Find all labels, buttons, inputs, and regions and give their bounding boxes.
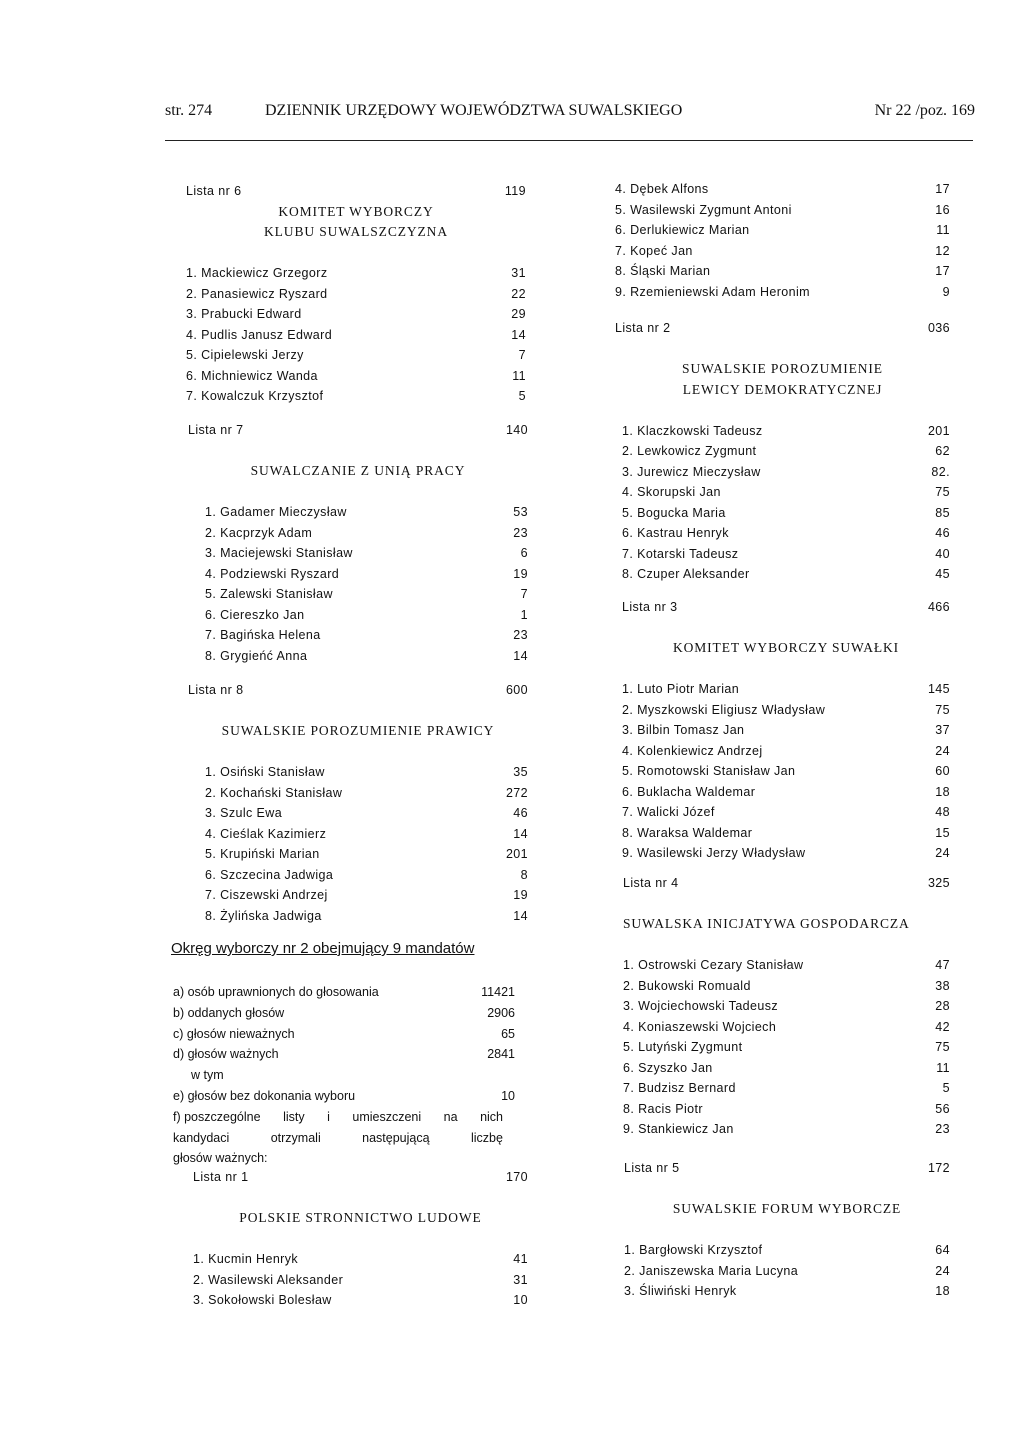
candidate-row	[623, 1099, 950, 1120]
stat-row	[173, 982, 543, 1003]
candidate-row	[622, 782, 950, 803]
candidate-row	[623, 955, 950, 976]
candidate-votes: 7	[518, 348, 526, 362]
text-word: nich	[480, 1109, 503, 1124]
candidate-name: 2. Wasilewski Aleksander	[193, 1272, 344, 1287]
candidate-name: 9. Stankiewicz Jan	[623, 1122, 734, 1136]
stat-value: 10	[501, 1088, 515, 1103]
candidate-row	[186, 345, 526, 366]
candidate-name: 1. Mackiewicz Grzegorz	[186, 266, 328, 280]
committee-name: SUWALCZANIE Z UNIĄ PRACY	[250, 463, 466, 478]
candidate-row	[188, 906, 528, 927]
list-total: 172	[927, 1161, 950, 1175]
candidate-votes: 24	[935, 846, 950, 860]
candidate-votes: 19	[513, 888, 528, 902]
district-stats	[173, 982, 543, 1169]
list-2	[615, 318, 950, 585]
list-total: 466	[927, 600, 950, 614]
candidate-row	[186, 284, 526, 305]
candidate-votes: 48	[935, 805, 950, 819]
candidate-name: 3. Prabucki Edward	[186, 307, 302, 321]
candidate-name: 6. Buklacha Waldemar	[622, 784, 756, 799]
candidate-name: 3. Szulc Ewa	[205, 806, 283, 820]
candidate-row	[186, 325, 526, 346]
candidate-row	[188, 762, 528, 783]
candidate-row	[623, 1058, 950, 1079]
stat-text-line	[173, 1107, 503, 1128]
list-label: Lista nr 8	[188, 683, 244, 697]
stat-row	[173, 1024, 543, 1045]
stat-label: głosów ważnych:	[173, 1151, 268, 1166]
candidate-name: 8. Żylińska Jadwiga	[205, 908, 322, 923]
committee-name: SUWALSKA INICJATYWA GOSPODARCZA	[623, 916, 910, 931]
candidate-votes: 23	[935, 1122, 950, 1136]
text-word: f) poszczególne	[173, 1109, 261, 1124]
candidate-row	[615, 179, 950, 200]
candidate-votes: 17	[935, 182, 950, 196]
candidate-votes: 24	[935, 743, 950, 758]
candidate-votes: 75	[935, 1040, 950, 1054]
candidate-votes: 42	[935, 1019, 950, 1034]
candidate-name: 9. Rzemieniewski Adam Heronim	[615, 284, 810, 299]
candidate-name: 2. Janiszewska Maria Lucyna	[624, 1263, 799, 1278]
candidate-votes: 53	[513, 505, 528, 519]
stat-label: a) osób uprawnionych do głosowania	[173, 985, 379, 999]
candidate-votes: 201	[505, 847, 528, 861]
candidate-row	[193, 1270, 528, 1291]
candidate-name: 1. Osiński Stanisław	[205, 765, 325, 779]
candidate-name: 2. Kacprzyk Adam	[205, 525, 313, 540]
stat-row	[173, 1065, 543, 1086]
candidate-row	[615, 523, 950, 544]
candidate-row	[622, 700, 950, 721]
stat-label: w tym	[191, 1068, 224, 1083]
candidate-votes: 18	[935, 784, 950, 799]
list-total: 036	[927, 321, 950, 335]
candidate-votes: 15	[935, 825, 950, 840]
candidate-row	[623, 1037, 950, 1058]
candidate-name: 8. Grygieńć Anna	[205, 648, 308, 663]
candidate-name: 5. Bogucka Maria	[622, 505, 726, 520]
list-header	[188, 680, 528, 701]
committee-name: SUWALSKIE POROZUMIENIE	[682, 361, 883, 376]
candidate-row	[622, 720, 950, 741]
candidate-name: 3. Sokołowski Bolesław	[193, 1293, 332, 1307]
district-section	[171, 940, 531, 975]
candidate-votes: 75	[935, 485, 950, 499]
stat-row	[173, 1003, 543, 1024]
list-6	[186, 181, 526, 407]
list-header	[624, 1158, 950, 1179]
stat-label: b) oddanych głosów	[173, 1005, 285, 1020]
candidate-votes: 41	[513, 1252, 528, 1266]
list-4	[623, 873, 950, 1140]
candidate-name: 1. Gadamer Mieczysław	[205, 505, 347, 519]
candidate-row	[188, 824, 528, 845]
candidate-row	[615, 482, 950, 503]
list-total: 170	[505, 1170, 528, 1184]
candidate-name: 6. Ciereszko Jan	[205, 607, 305, 622]
stat-label: e) głosów bez dokonania wyboru	[173, 1088, 356, 1103]
list-header	[193, 1167, 528, 1188]
committee-name: SUWALSKIE FORUM WYBORCZE	[672, 1201, 902, 1216]
candidate-votes: 7	[520, 587, 528, 601]
candidate-row	[622, 843, 950, 864]
candidate-name: 4. Cieślak Kazimierz	[205, 826, 327, 841]
candidate-name: 4. Pudlis Janusz Edward	[186, 327, 333, 342]
candidate-row	[622, 802, 950, 823]
candidate-name: 8. Czuper Aleksander	[622, 567, 750, 581]
candidate-votes: 38	[935, 978, 950, 993]
candidate-votes: 11	[936, 1060, 950, 1075]
list-3	[622, 597, 950, 864]
list-total: 119	[504, 184, 526, 198]
candidate-name: 5. Krupiński Marian	[205, 847, 320, 861]
candidate-name: 9. Wasilewski Jerzy Władysław	[622, 846, 806, 860]
issue-number: Nr 22 /poz. 169	[874, 102, 975, 119]
candidate-row	[615, 441, 950, 462]
candidate-name: 1. Bargłowski Krzysztof	[624, 1243, 763, 1257]
candidate-row	[615, 564, 950, 585]
candidate-name: 3. Bilbin Tomasz Jan	[622, 723, 745, 737]
list-header	[622, 597, 950, 618]
list-total: 140	[505, 423, 528, 437]
candidate-row	[624, 1261, 950, 1282]
text-word: otrzymali	[270, 1130, 321, 1145]
stat-text-line	[173, 1128, 503, 1149]
candidate-row	[615, 241, 950, 262]
candidate-row	[193, 1249, 528, 1270]
page-header	[165, 102, 975, 128]
stat-value: 2906	[487, 1005, 515, 1020]
candidate-votes: 14	[511, 327, 526, 342]
candidate-name: 4. Skorupski Jan	[622, 485, 721, 499]
list-label: Lista nr 6	[186, 184, 242, 198]
candidate-name: 6. Kastrau Henryk	[622, 526, 729, 540]
list-5	[624, 1158, 950, 1302]
list-1-continued	[615, 179, 950, 302]
list-header	[188, 420, 528, 441]
candidate-row	[622, 679, 950, 700]
text-word: listy	[283, 1109, 305, 1124]
candidate-name: 1. Kucmin Henryk	[193, 1252, 299, 1266]
candidate-votes: 22	[511, 286, 526, 301]
candidate-row	[615, 421, 950, 442]
candidate-votes: 64	[935, 1243, 950, 1257]
candidate-name: 7. Ciszewski Andrzej	[205, 888, 328, 902]
list-7	[188, 420, 528, 666]
candidate-votes: 46	[935, 526, 950, 540]
candidate-votes: 272	[505, 785, 528, 800]
committee-name: SUWALSKIE POROZUMIENIE PRAWICY	[221, 723, 495, 738]
candidate-name: 5. Wasilewski Zygmunt Antoni	[615, 202, 792, 217]
stat-row	[173, 1086, 543, 1107]
candidate-votes: 18	[935, 1284, 950, 1298]
candidate-row	[193, 1290, 528, 1311]
candidate-votes: 23	[513, 628, 528, 642]
candidate-name: 6. Michniewicz Wanda	[186, 368, 318, 383]
candidate-name: 1. Ostrowski Cezary Stanisław	[623, 958, 804, 972]
page-number: str. 274	[165, 102, 213, 119]
candidate-row	[622, 823, 950, 844]
candidate-row	[188, 844, 528, 865]
text-word: umieszczeni	[352, 1109, 422, 1124]
candidate-name: 4. Kolenkiewicz Andrzej	[622, 743, 763, 758]
candidate-row	[188, 885, 528, 906]
committee-name: KOMITET WYBORCZY SUWAŁKI	[672, 640, 900, 655]
candidate-votes: 23	[513, 525, 528, 540]
candidate-name: 2. Myszkowski Eligiusz Władysław	[622, 702, 826, 717]
list-header	[623, 873, 950, 894]
candidate-votes: 82.	[931, 464, 950, 479]
candidate-row	[188, 564, 528, 585]
candidate-name: 5. Zalewski Stanisław	[205, 587, 333, 601]
candidate-row	[624, 1240, 950, 1261]
candidate-votes: 31	[513, 1272, 528, 1287]
candidate-votes: 14	[513, 908, 528, 923]
candidate-votes: 12	[935, 243, 950, 258]
candidate-name: 5. Cipielewski Jerzy	[186, 348, 304, 362]
candidate-row	[623, 1119, 950, 1140]
candidate-row	[188, 783, 528, 804]
candidate-name: 5. Lutyński Zygmunt	[623, 1040, 743, 1054]
candidate-votes: 14	[513, 648, 528, 663]
candidate-row	[615, 220, 950, 241]
candidate-votes: 8	[520, 867, 528, 882]
list-header	[186, 181, 526, 202]
candidate-row	[188, 803, 528, 824]
candidate-votes: 47	[935, 958, 950, 972]
candidate-row	[188, 502, 528, 523]
candidate-votes: 5	[518, 389, 526, 403]
candidate-row	[188, 605, 528, 626]
candidate-row	[615, 503, 950, 524]
text-word: liczbę	[471, 1130, 503, 1145]
candidate-name: 8. Waraksa Waldemar	[622, 825, 753, 840]
candidate-votes: 6	[520, 546, 528, 560]
candidate-name: 4. Dębek Alfons	[615, 182, 709, 196]
candidate-votes: 145	[927, 682, 950, 696]
candidate-votes: 85	[935, 505, 950, 520]
stat-label: c) głosów nieważnych	[173, 1026, 295, 1041]
candidate-votes: 75	[935, 702, 950, 717]
candidate-name: 4. Koniaszewski Wojciech	[623, 1019, 777, 1034]
candidate-votes: 10	[513, 1293, 528, 1307]
candidate-row	[623, 1078, 950, 1099]
candidate-votes: 35	[513, 765, 528, 779]
candidate-votes: 19	[513, 566, 528, 581]
candidate-row	[623, 996, 950, 1017]
candidate-votes: 56	[935, 1101, 950, 1116]
list-8	[188, 680, 528, 926]
candidate-row	[188, 865, 528, 886]
candidate-name: 3. Maciejewski Stanisław	[205, 546, 353, 560]
candidate-row	[188, 543, 528, 564]
candidate-name: 7. Kotarski Tadeusz	[622, 546, 739, 561]
candidate-votes: 60	[935, 764, 950, 778]
candidate-name: 8. Śląski Marian	[615, 264, 711, 278]
candidate-name: 2. Panasiewicz Ryszard	[186, 286, 328, 301]
candidate-row	[188, 584, 528, 605]
list-total: 325	[927, 876, 950, 890]
candidate-row	[622, 761, 950, 782]
stat-value: 2841	[487, 1047, 515, 1062]
candidate-name: 7. Kopeć Jan	[615, 243, 693, 258]
candidate-name: 2. Lewkowicz Zygmunt	[622, 444, 757, 458]
candidate-row	[615, 282, 950, 303]
candidate-votes: 28	[935, 999, 950, 1013]
stat-row	[173, 1044, 543, 1065]
candidate-votes: 9	[942, 284, 950, 299]
candidate-name: 3. Jurewicz Mieczysław	[622, 464, 761, 479]
text-word: na	[443, 1109, 458, 1124]
candidate-name: 7. Bagińska Helena	[205, 628, 321, 642]
committee-name: LEWICY DEMOKRATYCZNEJ	[682, 381, 883, 397]
candidate-row	[623, 976, 950, 997]
candidate-votes: 11	[512, 368, 526, 383]
stat-value: 11421	[481, 985, 515, 999]
candidate-row	[615, 544, 950, 565]
candidate-row	[624, 1281, 950, 1302]
header-rule	[165, 140, 973, 141]
candidate-name: 6. Szyszko Jan	[623, 1060, 713, 1075]
candidate-votes: 46	[513, 806, 528, 820]
list-1	[193, 1167, 528, 1311]
list-header	[615, 318, 950, 339]
candidate-name: 3. Wojciechowski Tadeusz	[623, 999, 779, 1013]
candidate-row	[186, 304, 526, 325]
text-word: kandydaci	[173, 1130, 230, 1145]
candidate-votes: 16	[935, 202, 950, 217]
candidate-votes: 31	[511, 266, 526, 280]
candidate-votes: 24	[935, 1263, 950, 1278]
list-label: Lista nr 7	[188, 423, 244, 437]
stat-value: 65	[501, 1026, 515, 1041]
district-heading: Okręg wyborczy nr 2 obejmujący 9 mandatów	[171, 940, 475, 957]
candidate-row	[623, 1017, 950, 1038]
candidate-row	[186, 386, 526, 407]
candidate-votes: 37	[935, 723, 950, 737]
candidate-row	[615, 462, 950, 483]
candidate-name: 7. Kowalczuk Krzysztof	[186, 389, 324, 403]
candidate-votes: 5	[942, 1081, 950, 1095]
journal-title: DZIENNIK URZĘDOWY WOJEWÓDZTWA SUWALSKIEGO	[265, 102, 683, 119]
candidate-row	[186, 263, 526, 284]
candidate-name: 4. Podziewski Ryszard	[205, 566, 340, 581]
candidate-name: 8. Racis Piotr	[623, 1101, 703, 1116]
list-label: Lista nr 3	[622, 600, 678, 614]
candidate-name: 6. Derlukiewicz Marian	[615, 223, 750, 237]
candidate-row	[615, 200, 950, 221]
candidate-name: 7. Budzisz Bernard	[623, 1081, 736, 1095]
candidate-row	[188, 523, 528, 544]
committee-name: KOMITET WYBORCZY	[278, 203, 434, 219]
candidate-row	[188, 625, 528, 646]
candidate-votes: 40	[935, 546, 950, 561]
candidate-row	[186, 366, 526, 387]
candidate-votes: 29	[511, 307, 526, 321]
candidate-name: 2. Kochański Stanisław	[205, 785, 343, 800]
candidate-votes: 17	[935, 264, 950, 278]
candidate-votes: 62	[935, 444, 950, 458]
candidate-name: 1. Luto Piotr Marian	[622, 682, 740, 696]
candidate-name: 6. Szczecina Jadwiga	[205, 867, 334, 882]
stat-label: d) głosów ważnych	[173, 1047, 279, 1062]
text-word: i	[327, 1109, 330, 1124]
candidate-votes: 201	[927, 423, 950, 438]
candidate-votes: 11	[936, 223, 950, 237]
list-total: 600	[505, 683, 528, 697]
list-label: Lista nr 4	[623, 876, 679, 890]
list-label: Lista nr 1	[193, 1170, 249, 1184]
text-word: następującą	[362, 1130, 430, 1145]
committee-name: KLUBU SUWALSZCZYZNA	[264, 224, 448, 239]
candidate-votes: 45	[935, 567, 950, 581]
list-label: Lista nr 5	[624, 1161, 680, 1175]
candidate-votes: 14	[513, 826, 528, 841]
candidate-row	[622, 741, 950, 762]
candidate-name: 7. Walicki Józef	[622, 805, 715, 819]
candidate-name: 1. Klaczkowski Tadeusz	[622, 423, 763, 438]
candidate-row	[615, 261, 950, 282]
candidate-name: 5. Romotowski Stanisław Jan	[622, 764, 796, 778]
committee-name: POLSKIE STRONNICTWO LUDOWE	[239, 1210, 482, 1225]
candidate-name: 3. Śliwiński Henryk	[624, 1284, 737, 1298]
candidate-votes: 1	[520, 607, 528, 622]
candidate-row	[188, 646, 528, 667]
list-label: Lista nr 2	[615, 321, 671, 335]
candidate-name: 2. Bukowski Romuald	[623, 978, 751, 993]
